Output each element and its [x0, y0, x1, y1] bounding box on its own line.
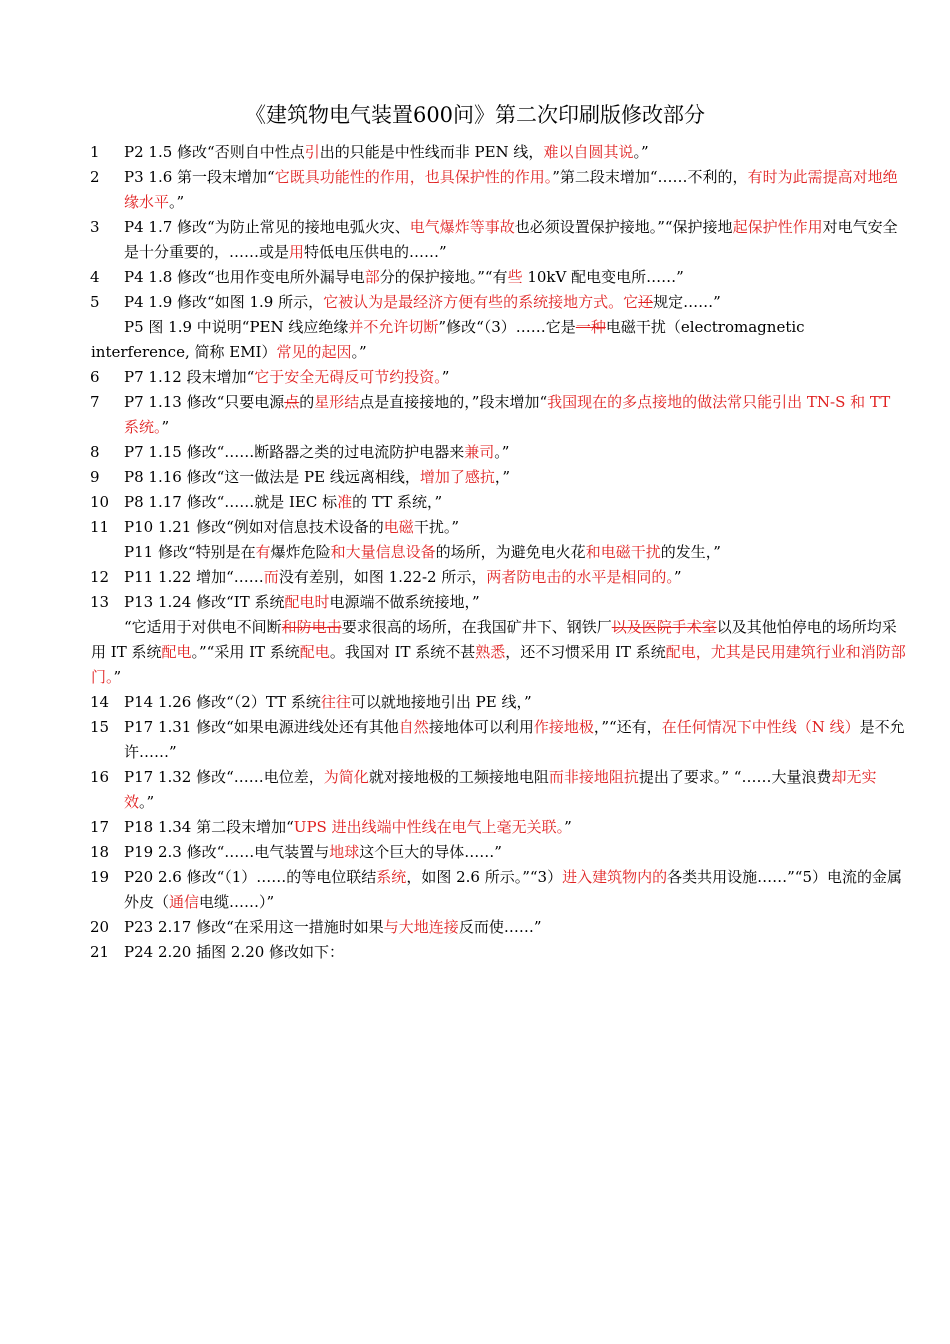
entry-number: 4 — [90, 268, 100, 286]
inserted-text: 部 — [364, 268, 380, 286]
entry-text — [124, 690, 906, 715]
original-text: ”修改“（3）……它是 — [438, 318, 576, 336]
deleted-text: 和防电击 — [281, 618, 342, 636]
inserted-text: 配电 — [161, 643, 192, 661]
original-text: 各类共用设施……”“5）电流的金属外皮（ — [124, 868, 902, 911]
original-text: P7 1.13 修改“只要电源 — [124, 393, 285, 411]
entry-number: 9 — [90, 468, 100, 486]
revision-entry — [0, 140, 950, 165]
entry-text — [124, 490, 906, 515]
entry-number: 17 — [90, 818, 110, 836]
deleted-text: 以及医院手术室 — [611, 618, 717, 636]
original-text: P4 1.7 修改“为防止常见的接地电弧火灾、 — [124, 218, 410, 236]
revision-entry — [0, 840, 950, 865]
inserted-text: 起保护性作用 — [732, 218, 823, 236]
original-text: 点是直接接地的，”段末增加“ — [359, 393, 548, 411]
original-text: 是不允许……” — [124, 718, 905, 761]
revision-entry-continuation — [0, 615, 950, 690]
original-text: 电缆……）” — [199, 893, 275, 911]
original-text: 接地体可以利用 — [428, 718, 534, 736]
revision-entry — [0, 765, 950, 815]
original-text: P18 1.34 第二段末增加“ — [124, 818, 294, 836]
entry-text — [124, 465, 906, 490]
inserted-text: 难以自圆其说 — [543, 143, 634, 161]
original-text: ” — [564, 818, 572, 836]
original-text: 10kV 配电变电所……” — [522, 268, 684, 286]
original-text: 要求很高的场所，在我国矿井下、钢铁厂 — [341, 618, 612, 636]
inserted-text: 它被认为是最经济方便有些的系统接地方式。它 — [323, 293, 639, 311]
inserted-text: 却无实效 — [124, 768, 877, 811]
original-text: 爆炸危险 — [270, 543, 331, 561]
revision-entry — [0, 390, 950, 440]
original-text: ，如图 2.6 所示。”“3） — [406, 868, 563, 886]
original-text: 。” — [169, 193, 185, 211]
original-text: P24 2.20 插图 2.20 修改如下： — [124, 943, 345, 961]
page-title: 《建筑物电气装置600问》第二次印刷版修改部分 — [244, 103, 706, 127]
original-text: ，” — [494, 468, 511, 486]
entry-number: 12 — [90, 568, 110, 586]
original-text: 。” — [139, 793, 155, 811]
entry-number: 14 — [90, 693, 110, 711]
entry-number: 11 — [90, 518, 110, 536]
original-text: P11 1.22 增加“…… — [124, 568, 264, 586]
original-text: 提出了要求。” “……大量浪费 — [638, 768, 832, 786]
original-text: 特低电压供电的……” — [304, 243, 447, 261]
inserted-text: 准 — [337, 493, 353, 511]
inserted-text: 兼司 — [464, 443, 495, 461]
entry-text — [124, 865, 906, 915]
deleted-text: 还 — [638, 293, 654, 311]
inserted-text: 用 — [289, 243, 305, 261]
inserted-text: 和电磁干扰 — [585, 543, 661, 561]
original-text: 。” — [494, 443, 510, 461]
original-text: 电源端不做系统接地，” — [329, 593, 480, 611]
entry-number: 15 — [90, 718, 110, 736]
original-text: 。” — [351, 343, 367, 361]
inserted-text: 在任何情况下中性线（N 线） — [661, 718, 860, 736]
original-text: P4 1.9 修改“如图 1.9 所示， — [124, 293, 324, 311]
original-text: P17 1.32 修改“……电位差， — [124, 768, 324, 786]
inserted-text: 和大量信息设备 — [330, 543, 436, 561]
inserted-text: 作接地极 — [533, 718, 594, 736]
revision-entry — [0, 265, 950, 290]
original-text: ，”“还有， — [593, 718, 662, 736]
inserted-text: 并不允许切断 — [348, 318, 439, 336]
entry-number: 3 — [90, 218, 100, 236]
inserted-text: 而非接地阻抗 — [548, 768, 639, 786]
inserted-text: 配电，尤其是民用建筑行业和消防部门。 — [91, 643, 906, 686]
inserted-text: 配电时 — [284, 593, 330, 611]
original-text: 反而使……” — [458, 918, 542, 936]
revision-entry — [0, 590, 950, 615]
entry-text — [124, 565, 906, 590]
original-text: “它适用于对供电不间断 — [124, 618, 282, 636]
inserted-text: 些 — [507, 268, 523, 286]
entry-text — [124, 365, 906, 390]
entry-number: 2 — [90, 168, 100, 186]
inserted-text: 电气爆炸等事故 — [409, 218, 515, 236]
original-text: ” — [441, 368, 450, 386]
inserted-text: 为简化 — [323, 768, 369, 786]
original-text: P19 2.3 修改“……电气装置与 — [124, 843, 330, 861]
original-text: ” — [113, 668, 122, 686]
entry-text — [124, 940, 906, 965]
inserted-text: 有时为此需提高对地绝缘水平 — [124, 168, 898, 211]
entry-number: 6 — [90, 368, 100, 386]
entry-text — [124, 590, 906, 615]
entry-text — [91, 615, 906, 690]
inserted-text: 熟悉 — [475, 643, 506, 661]
deleted-text: 一种 — [575, 318, 606, 336]
inserted-text: 配电 — [299, 643, 330, 661]
entry-text — [91, 540, 906, 565]
original-text: 以及其他怕停电的场所均采用 IT 系统 — [91, 618, 897, 661]
entry-text — [124, 265, 906, 290]
original-text: P10 1.21 修改“例如对信息技术设备的 — [124, 518, 384, 536]
entry-text — [124, 440, 906, 465]
revision-entry — [0, 940, 950, 965]
inserted-text: 通信 — [169, 893, 200, 911]
entry-number: 18 — [90, 843, 110, 861]
inserted-text: 有 — [255, 543, 271, 561]
revision-entry-continuation — [0, 540, 950, 565]
inserted-text: 它于安全无碍反可节约投资。 — [254, 368, 442, 386]
entry-text — [124, 390, 906, 440]
original-text: ，还不习惯采用 IT 系统 — [505, 643, 666, 661]
original-text: P11 修改“特别是在 — [124, 543, 256, 561]
inserted-text: 往往 — [320, 693, 351, 711]
inserted-text: 系统 — [376, 868, 407, 886]
original-text: 出的只能是中性线而非 PEN 线， — [319, 143, 544, 161]
original-text: 。”“采用 IT 系统 — [191, 643, 300, 661]
entry-text — [124, 715, 906, 765]
original-text: 规定……” — [653, 293, 721, 311]
inserted-text: 增加了感抗 — [419, 468, 495, 486]
inserted-text: 进入建筑物内的 — [562, 868, 668, 886]
entry-number: 1 — [90, 143, 100, 161]
entry-text — [91, 315, 906, 365]
original-text: P20 2.6 修改“（1）……的等电位联结 — [124, 868, 377, 886]
revision-list — [0, 140, 950, 965]
inserted-text: 我国现在的多点接地的做法常只能引出 TN-S 和 TT 系统。 — [124, 393, 891, 436]
revision-entry-continuation — [0, 315, 950, 365]
original-text: ” — [673, 568, 682, 586]
original-text: 的发生，” — [660, 543, 721, 561]
original-text: 没有差别，如图 1.22-2 所示， — [278, 568, 487, 586]
inserted-text: 引 — [304, 143, 320, 161]
revision-entry — [0, 915, 950, 940]
inserted-text: 它既具功能性的作用，也具保护性的作用。 — [274, 168, 553, 186]
entry-number: 7 — [90, 393, 100, 411]
inserted-text: 地球 — [329, 843, 360, 861]
original-text: P14 1.26 修改“（2）TT 系统 — [124, 693, 321, 711]
entry-number: 5 — [90, 293, 100, 311]
original-text: P8 1.17 修改“……就是 IEC 标 — [124, 493, 338, 511]
original-text: P7 1.15 修改“……断路器之类的过电流防护电器来 — [124, 443, 465, 461]
revision-entry — [0, 290, 950, 315]
original-text: 这个巨大的导体……” — [359, 843, 502, 861]
entry-text — [124, 140, 906, 165]
entry-number: 19 — [90, 868, 110, 886]
original-text: P8 1.16 修改“这一做法是 PE 线远离相线， — [124, 468, 420, 486]
revision-entry — [0, 365, 950, 390]
original-text: ” — [161, 418, 170, 436]
original-text: P17 1.31 修改“如果电源进线处还有其他 — [124, 718, 399, 736]
original-text: 的 TT 系统，” — [352, 493, 443, 511]
entry-number: 13 — [90, 593, 110, 611]
original-text: 分的保护接地。”“有 — [379, 268, 508, 286]
revision-entry — [0, 690, 950, 715]
entry-text — [124, 290, 906, 315]
original-text: ”第二段末增加“……不利的， — [552, 168, 748, 186]
revision-entry — [0, 440, 950, 465]
entry-number: 10 — [90, 493, 110, 511]
original-text: P2 1.5 修改“否则自中性点 — [124, 143, 305, 161]
entry-number: 16 — [90, 768, 110, 786]
revision-entry — [0, 465, 950, 490]
original-text: P3 1.6 第一段末增加“ — [124, 168, 275, 186]
inserted-text: 两者防电击的水平是相同的。 — [486, 568, 674, 586]
entry-text — [124, 840, 906, 865]
original-text: 的场所，为避免电火花 — [435, 543, 586, 561]
original-text: 就对接地极的工频接地电阻 — [368, 768, 549, 786]
entry-text — [124, 215, 906, 265]
revision-entry — [0, 815, 950, 840]
original-text: 。” — [633, 143, 649, 161]
revision-entry — [0, 165, 950, 215]
original-text: 电磁干扰（electromagnetic interference, 简称 EMI） — [91, 318, 805, 361]
original-text: P5 图 1.9 中说明“PEN 线应绝缘 — [124, 318, 349, 336]
deleted-text: 点 — [284, 393, 300, 411]
original-text: P7 1.12 段末增加“ — [124, 368, 255, 386]
entry-text — [124, 515, 906, 540]
original-text: 的 — [299, 393, 315, 411]
original-text: 。我国对 IT 系统不甚 — [329, 643, 476, 661]
entry-text — [124, 765, 906, 815]
original-text: 对电气安全是十分重要的，……或是 — [124, 218, 898, 261]
revision-entry — [0, 865, 950, 915]
original-text: P13 1.24 修改“IT 系统 — [124, 593, 285, 611]
entry-number: 20 — [90, 918, 110, 936]
inserted-text: 电磁 — [383, 518, 414, 536]
original-text: P23 2.17 修改“在采用这一措施时如果 — [124, 918, 384, 936]
entry-number: 21 — [90, 943, 110, 961]
original-text: 干扰。” — [413, 518, 459, 536]
original-text: 也必须设置保护接地。”“保护接地 — [514, 218, 733, 236]
original-text: P4 1.8 修改“也用作变电所外漏导电 — [124, 268, 365, 286]
revision-entry — [0, 565, 950, 590]
revision-entry — [0, 490, 950, 515]
entry-number: 8 — [90, 443, 100, 461]
original-text: 可以就地接地引出 PE 线，” — [350, 693, 532, 711]
inserted-text: 星形结 — [314, 393, 360, 411]
entry-text — [124, 915, 906, 940]
revision-entry — [0, 515, 950, 540]
inserted-text: UPS 进出线端中性线在电气上毫无关联。 — [293, 818, 565, 836]
entry-text — [124, 165, 906, 215]
inserted-text: 与大地连接 — [383, 918, 459, 936]
inserted-text: 常见的起因 — [276, 343, 352, 361]
revision-entry — [0, 215, 950, 265]
inserted-text: 自然 — [398, 718, 429, 736]
revision-entry — [0, 715, 950, 765]
entry-text — [124, 815, 906, 840]
inserted-text: 而 — [263, 568, 279, 586]
